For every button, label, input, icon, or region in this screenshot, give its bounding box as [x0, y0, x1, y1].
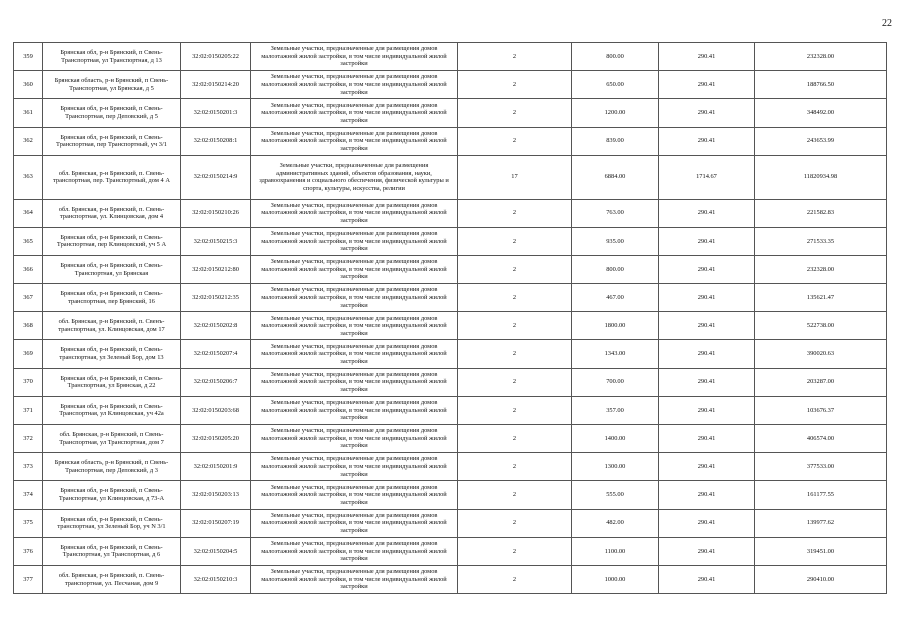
group-number-cell: 2: [458, 199, 572, 227]
area-cell: 800.00: [572, 43, 659, 71]
cadastral-number-cell: 32:02:0150203:13: [181, 481, 251, 509]
cadastral-number-cell: 32:02:0150212:35: [181, 284, 251, 312]
row-number-cell: 369: [14, 340, 43, 368]
table-row: [14, 453, 887, 481]
group-number-cell: 2: [458, 71, 572, 99]
specific-value-cell: 290.41: [659, 71, 755, 99]
cadastral-number-cell: 32:02:0150212:80: [181, 255, 251, 283]
row-number-cell: 373: [14, 453, 43, 481]
page-number: 22: [882, 18, 892, 29]
land-use-cell: Земельные участки, предназначенные для размещения домов малоэтажной жилой застройки, в том числе индивидуальной жилой застройки: [251, 255, 458, 283]
group-number-cell: 2: [458, 396, 572, 424]
cadastral-value-cell: 203287.00: [755, 368, 887, 396]
table-row: [14, 396, 887, 424]
group-number-cell: 2: [458, 453, 572, 481]
cadastral-value-cell: 319451.00: [755, 537, 887, 565]
row-number-cell: 374: [14, 481, 43, 509]
specific-value-cell: 1714.67: [659, 155, 755, 199]
row-number-cell: 377: [14, 565, 43, 593]
table-row: [14, 199, 887, 227]
area-cell: 6884.00: [572, 155, 659, 199]
cadastral-number-cell: 32:02:0150214:20: [181, 71, 251, 99]
table-row: [14, 99, 887, 127]
row-number-cell: 366: [14, 255, 43, 283]
area-cell: 1100.00: [572, 537, 659, 565]
row-number-cell: 362: [14, 127, 43, 155]
row-number-cell: 371: [14, 396, 43, 424]
table-row: [14, 255, 887, 283]
cadastral-number-cell: 32:02:0150214:9: [181, 155, 251, 199]
land-registry-table: [13, 42, 887, 594]
area-cell: 800.00: [572, 255, 659, 283]
address-cell: Брянская область, р-н Брянский, п Свень-Транспортная, пер Деповский, д 3: [43, 453, 181, 481]
area-cell: 467.00: [572, 284, 659, 312]
cadastral-number-cell: 32:02:0150210:26: [181, 199, 251, 227]
address-cell: Брянская обл, р-н Брянский, п Свень-транспортная, ул Зеленый Бор, уч N 3/1: [43, 509, 181, 537]
area-cell: 1000.00: [572, 565, 659, 593]
row-number-cell: 376: [14, 537, 43, 565]
table-row: [14, 284, 887, 312]
cadastral-value-cell: 232328.00: [755, 255, 887, 283]
group-number-cell: 2: [458, 312, 572, 340]
land-use-cell: Земельные участки, предназначенные для размещения домов малоэтажной жилой застройки, в том числе индивидуальной жилой застройки: [251, 481, 458, 509]
land-use-cell: Земельные участки, предназначенные для размещения домов малоэтажной жилой застройки, в том числе индивидуальной жилой застройки: [251, 425, 458, 453]
cadastral-number-cell: 32:02:0150203:68: [181, 396, 251, 424]
cadastral-number-cell: 32:02:0150202:8: [181, 312, 251, 340]
table-body: [14, 43, 887, 594]
cadastral-value-cell: 290410.00: [755, 565, 887, 593]
specific-value-cell: 290.41: [659, 453, 755, 481]
specific-value-cell: 290.41: [659, 509, 755, 537]
land-use-cell: Земельные участки, предназначенные для размещения административных зданий, объектов образования, науки, здравоохранения и социального обеспечения, физической культуры и спорта, культуры, искусства, религии: [251, 155, 458, 199]
group-number-cell: 2: [458, 537, 572, 565]
table-row: [14, 537, 887, 565]
address-cell: Брянская обл, р-н Брянский, п Свень-Транспортная, ул Транспортная, д 13: [43, 43, 181, 71]
cadastral-value-cell: 103676.37: [755, 396, 887, 424]
row-number-cell: 370: [14, 368, 43, 396]
specific-value-cell: 290.41: [659, 43, 755, 71]
land-use-cell: Земельные участки, предназначенные для размещения домов малоэтажной жилой застройки, в том числе индивидуальной жилой застройки: [251, 43, 458, 71]
land-use-cell: Земельные участки, предназначенные для размещения домов малоэтажной жилой застройки, в том числе индивидуальной жилой застройки: [251, 396, 458, 424]
area-cell: 1343.00: [572, 340, 659, 368]
row-number-cell: 359: [14, 43, 43, 71]
cadastral-value-cell: 406574.00: [755, 425, 887, 453]
address-cell: Брянская обл, р-н Брянский, п Свень-Транспортная, пер Деповский, д 5: [43, 99, 181, 127]
specific-value-cell: 290.41: [659, 227, 755, 255]
table-row: [14, 481, 887, 509]
land-use-cell: Земельные участки, предназначенные для размещения домов малоэтажной жилой застройки, в том числе индивидуальной жилой застройки: [251, 71, 458, 99]
area-cell: 357.00: [572, 396, 659, 424]
area-cell: 839.00: [572, 127, 659, 155]
address-cell: Брянская обл, р-н Брянский, п Свень-Транспортная, ул Брянская, д 22: [43, 368, 181, 396]
table-row: [14, 565, 887, 593]
address-cell: обл. Брянская, р-н Брянский, п Свень-Транспортная, ул Транспортная, дом 7: [43, 425, 181, 453]
group-number-cell: 2: [458, 340, 572, 368]
specific-value-cell: 290.41: [659, 255, 755, 283]
row-number-cell: 367: [14, 284, 43, 312]
cadastral-number-cell: 32:02:0150201:9: [181, 453, 251, 481]
cadastral-number-cell: 32:02:0150205:20: [181, 425, 251, 453]
specific-value-cell: 290.41: [659, 565, 755, 593]
address-cell: Брянская обл, р-н Брянский, п Свень-Транспортная, ул Брянская: [43, 255, 181, 283]
cadastral-number-cell: 32:02:0150208:1: [181, 127, 251, 155]
address-cell: Брянская обл, р-н Брянский, п Свень-Транспортная, ул Клинцовская, д 73-А: [43, 481, 181, 509]
area-cell: 1400.00: [572, 425, 659, 453]
group-number-cell: 2: [458, 509, 572, 537]
specific-value-cell: 290.41: [659, 368, 755, 396]
land-use-cell: Земельные участки, предназначенные для размещения домов малоэтажной жилой застройки, в том числе индивидуальной жилой застройки: [251, 537, 458, 565]
cadastral-number-cell: 32:02:0150207:19: [181, 509, 251, 537]
land-use-cell: Земельные участки, предназначенные для размещения домов малоэтажной жилой застройки, в том числе индивидуальной жилой застройки: [251, 227, 458, 255]
area-cell: 555.00: [572, 481, 659, 509]
table-row: [14, 155, 887, 199]
cadastral-value-cell: 377533.00: [755, 453, 887, 481]
table-row: [14, 227, 887, 255]
specific-value-cell: 290.41: [659, 99, 755, 127]
cadastral-value-cell: 243653.99: [755, 127, 887, 155]
row-number-cell: 372: [14, 425, 43, 453]
area-cell: 1800.00: [572, 312, 659, 340]
area-cell: 1200.00: [572, 99, 659, 127]
address-cell: обл. Брянская, р-н Брянский, п. Свень-транспортная, ул. Песчаная, дом 9: [43, 565, 181, 593]
row-number-cell: 365: [14, 227, 43, 255]
area-cell: 1300.00: [572, 453, 659, 481]
address-cell: Брянская обл, р-н Брянский, п Свень-транспортная, ул Зеленый Бор, дом 13: [43, 340, 181, 368]
cadastral-value-cell: 139977.62: [755, 509, 887, 537]
area-cell: 935.00: [572, 227, 659, 255]
table-row: [14, 127, 887, 155]
cadastral-value-cell: 271533.35: [755, 227, 887, 255]
cadastral-number-cell: 32:02:0150215:3: [181, 227, 251, 255]
cadastral-number-cell: 32:02:0150206:7: [181, 368, 251, 396]
specific-value-cell: 290.41: [659, 199, 755, 227]
cadastral-value-cell: 232328.00: [755, 43, 887, 71]
table-row: [14, 509, 887, 537]
group-number-cell: 17: [458, 155, 572, 199]
area-cell: 700.00: [572, 368, 659, 396]
specific-value-cell: 290.41: [659, 127, 755, 155]
table-row: [14, 312, 887, 340]
address-cell: Брянская обл, р-н Брянский, п Свень-транспортная, пер Брянский, 16: [43, 284, 181, 312]
row-number-cell: 361: [14, 99, 43, 127]
table-row: [14, 71, 887, 99]
specific-value-cell: 290.41: [659, 340, 755, 368]
specific-value-cell: 290.41: [659, 425, 755, 453]
cadastral-number-cell: 32:02:0150205:22: [181, 43, 251, 71]
group-number-cell: 2: [458, 368, 572, 396]
cadastral-value-cell: 135621.47: [755, 284, 887, 312]
cadastral-number-cell: 32:02:0150204:5: [181, 537, 251, 565]
group-number-cell: 2: [458, 284, 572, 312]
cadastral-value-cell: 11820934.98: [755, 155, 887, 199]
specific-value-cell: 290.41: [659, 396, 755, 424]
row-number-cell: 364: [14, 199, 43, 227]
specific-value-cell: 290.41: [659, 312, 755, 340]
area-cell: 763.00: [572, 199, 659, 227]
table-row: [14, 43, 887, 71]
address-cell: обл. Брянская, р-н Брянский, п. Свень-транспортная, ул. Клинцовская, дом 4: [43, 199, 181, 227]
address-cell: Брянская обл, р-н Брянский, п Свень-Транспортная, пер Транспортный, уч 3/1: [43, 127, 181, 155]
group-number-cell: 2: [458, 481, 572, 509]
group-number-cell: 2: [458, 127, 572, 155]
row-number-cell: 363: [14, 155, 43, 199]
land-use-cell: Земельные участки, предназначенные для размещения домов малоэтажной жилой застройки, в том числе индивидуальной жилой застройки: [251, 368, 458, 396]
land-use-cell: Земельные участки, предназначенные для размещения домов малоэтажной жилой застройки, в том числе индивидуальной жилой застройки: [251, 453, 458, 481]
table-row: [14, 368, 887, 396]
table-row: [14, 340, 887, 368]
land-use-cell: Земельные участки, предназначенные для размещения домов малоэтажной жилой застройки, в том числе индивидуальной жилой застройки: [251, 127, 458, 155]
cadastral-number-cell: 32:02:0150210:3: [181, 565, 251, 593]
row-number-cell: 360: [14, 71, 43, 99]
address-cell: Брянская обл, р-н Брянский, п Свень-Транспортная, ул Клинцовская, уч 42а: [43, 396, 181, 424]
group-number-cell: 2: [458, 425, 572, 453]
cadastral-value-cell: 188766.50: [755, 71, 887, 99]
specific-value-cell: 290.41: [659, 537, 755, 565]
cadastral-value-cell: 348492.00: [755, 99, 887, 127]
land-use-cell: Земельные участки, предназначенные для размещения домов малоэтажной жилой застройки, в том числе индивидуальной жилой застройки: [251, 199, 458, 227]
group-number-cell: 2: [458, 565, 572, 593]
land-use-cell: Земельные участки, предназначенные для размещения домов малоэтажной жилой застройки, в том числе индивидуальной жилой застройки: [251, 509, 458, 537]
land-use-cell: Земельные участки, предназначенные для размещения домов малоэтажной жилой застройки, в том числе индивидуальной жилой застройки: [251, 312, 458, 340]
cadastral-value-cell: 161177.55: [755, 481, 887, 509]
cadastral-number-cell: 32:02:0150201:3: [181, 99, 251, 127]
address-cell: Брянская обл, р-н Брянский, п Свень-Транспортная, ул Транспортная, д 6: [43, 537, 181, 565]
row-number-cell: 368: [14, 312, 43, 340]
cadastral-value-cell: 221582.83: [755, 199, 887, 227]
land-use-cell: Земельные участки, предназначенные для размещения домов малоэтажной жилой застройки, в том числе индивидуальной жилой застройки: [251, 284, 458, 312]
cadastral-value-cell: 522738.00: [755, 312, 887, 340]
area-cell: 650.00: [572, 71, 659, 99]
group-number-cell: 2: [458, 255, 572, 283]
area-cell: 482.00: [572, 509, 659, 537]
address-cell: Брянская область, р-н Брянский, п Свень-Транспортная, ул Брянская, д 5: [43, 71, 181, 99]
specific-value-cell: 290.41: [659, 284, 755, 312]
land-use-cell: Земельные участки, предназначенные для размещения домов малоэтажной жилой застройки, в том числе индивидуальной жилой застройки: [251, 99, 458, 127]
cadastral-number-cell: 32:02:0150207:4: [181, 340, 251, 368]
group-number-cell: 2: [458, 43, 572, 71]
land-use-cell: Земельные участки, предназначенные для размещения домов малоэтажной жилой застройки, в том числе индивидуальной жилой застройки: [251, 340, 458, 368]
land-use-cell: Земельные участки, предназначенные для размещения домов малоэтажной жилой застройки, в том числе индивидуальной жилой застройки: [251, 565, 458, 593]
row-number-cell: 375: [14, 509, 43, 537]
group-number-cell: 2: [458, 99, 572, 127]
cadastral-value-cell: 390020.63: [755, 340, 887, 368]
address-cell: обл. Брянская, р-н Брянский, п. Свенъ-транспортная, ул. Клинцовская, дом 17: [43, 312, 181, 340]
group-number-cell: 2: [458, 227, 572, 255]
address-cell: обл. Брянская, р-н Брянский, п. Свень-транспортная, пер. Транспортный, дом 4 А: [43, 155, 181, 199]
address-cell: Брянская обл, р-н Брянский, п Свень-Транспортная, пер Клинцовский, уч 5 А: [43, 227, 181, 255]
table-row: [14, 425, 887, 453]
specific-value-cell: 290.41: [659, 481, 755, 509]
